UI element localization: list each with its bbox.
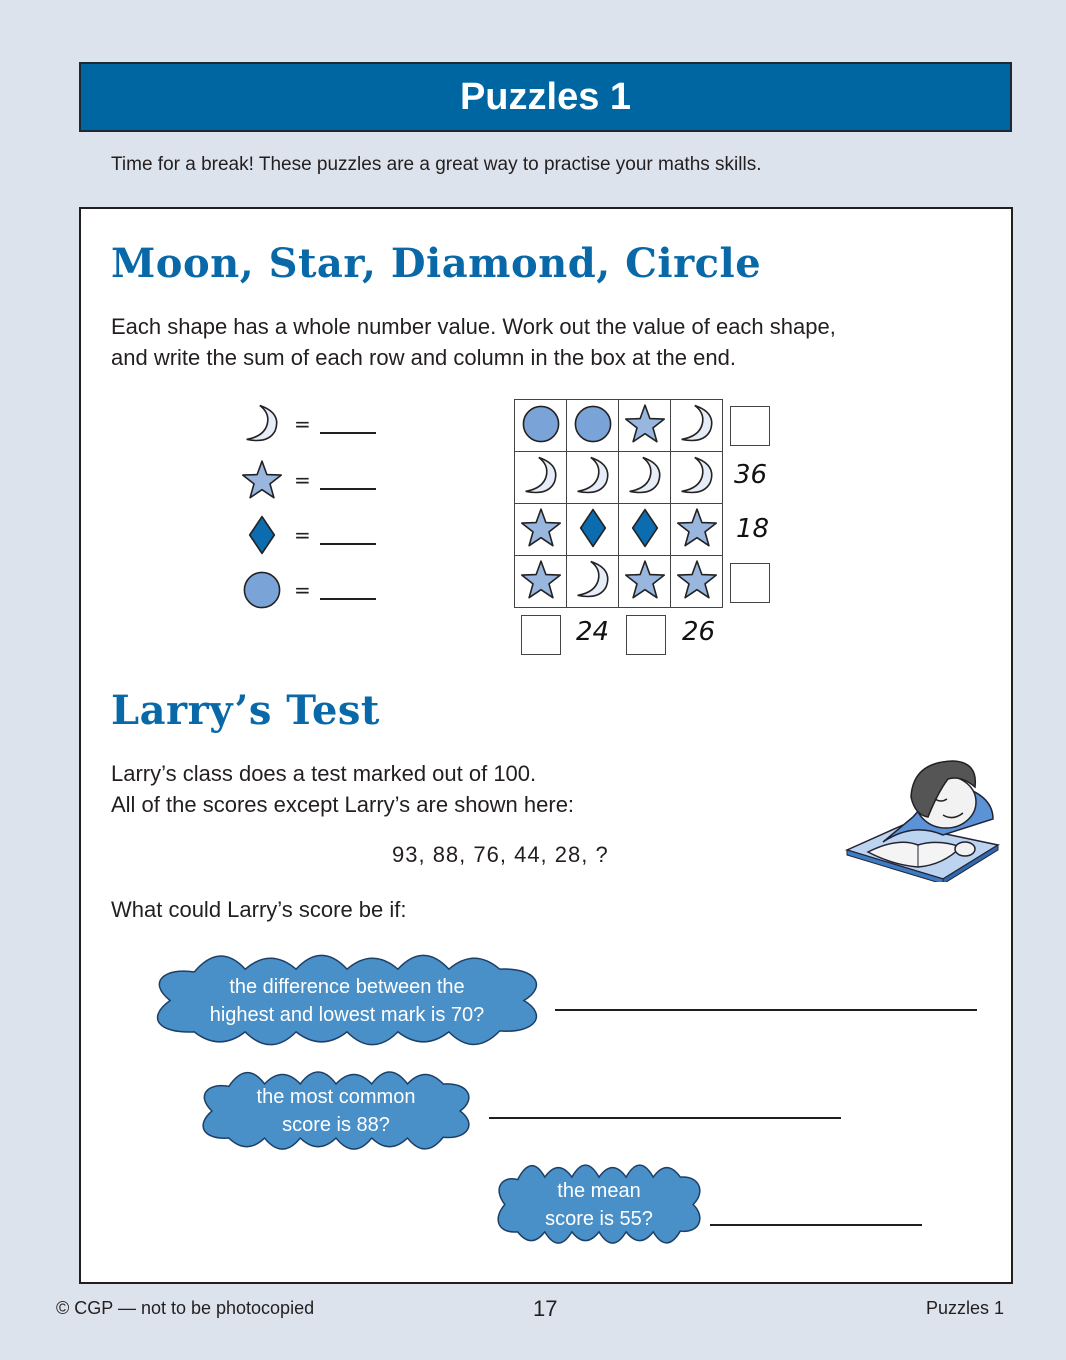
question-cloud-2 xyxy=(195,1070,477,1152)
cloud-text-line: the mean xyxy=(557,1179,641,1202)
star-icon xyxy=(240,458,284,502)
equals-sign: = xyxy=(294,412,311,436)
grid-cell xyxy=(619,504,671,556)
cloud-text-line: score is 88? xyxy=(282,1114,390,1136)
grid-row xyxy=(515,452,723,504)
larry-question: What could Larry’s score be if: xyxy=(111,897,407,922)
grid-cell xyxy=(515,556,567,608)
star-icon xyxy=(519,558,563,602)
answer-blank-circle[interactable] xyxy=(320,580,376,600)
sleeping-student-illustration xyxy=(843,757,1003,882)
column-total-box-3[interactable] xyxy=(626,615,666,655)
scores-list: 93, 88, 76, 44, 28, ? xyxy=(392,842,609,867)
circle-icon xyxy=(571,402,615,446)
grid-cell xyxy=(671,504,723,556)
question-cloud-1 xyxy=(146,953,548,1048)
grid-cell xyxy=(515,452,567,504)
page-title: Puzzles 1 xyxy=(459,75,632,118)
footer-section-name: Puzzles 1 xyxy=(925,1298,1004,1318)
answer-line-2[interactable] xyxy=(489,1117,841,1119)
circle-icon xyxy=(519,402,563,446)
moon-icon xyxy=(240,402,284,446)
equals-sign: = xyxy=(294,468,311,492)
star-icon xyxy=(675,558,719,602)
section-heading-shapes: Moon, Star, Diamond, Circle xyxy=(111,240,762,287)
moon-icon xyxy=(571,558,615,602)
cloud-text xyxy=(195,1070,477,1152)
grid-cell xyxy=(515,400,567,452)
cloud-text xyxy=(492,1163,706,1246)
grid-cell xyxy=(619,452,671,504)
column-total-4: 26 xyxy=(682,617,716,647)
grid-row xyxy=(515,504,723,556)
grid-cell xyxy=(567,556,619,608)
star-icon xyxy=(675,506,719,550)
larry-intro xyxy=(111,758,574,820)
key-row-diamond xyxy=(240,513,376,557)
star-icon xyxy=(623,558,667,602)
moon-icon xyxy=(571,454,615,498)
diamond-icon xyxy=(623,506,667,550)
diamond-icon xyxy=(571,506,615,550)
page-number: 17 xyxy=(533,1296,558,1321)
star-icon xyxy=(623,402,667,446)
cloud-text-line: score is 55? xyxy=(545,1207,653,1230)
equals-sign: = xyxy=(294,523,311,547)
diamond-icon xyxy=(240,513,284,557)
cloud-text-line: highest and lowest mark is 70? xyxy=(209,1003,485,1026)
answer-line-3[interactable] xyxy=(710,1224,922,1226)
grid-row xyxy=(515,556,723,608)
moon-icon xyxy=(675,402,719,446)
instruction-line: Each shape has a whole number value. Work out the value of each shape, xyxy=(111,314,836,339)
cloud-text-line: the difference between the xyxy=(229,975,465,998)
key-row-circle xyxy=(240,568,376,612)
grid-cell xyxy=(671,452,723,504)
grid-cell xyxy=(515,504,567,556)
grid-cell xyxy=(671,400,723,452)
title-bar xyxy=(79,62,1012,132)
moon-icon xyxy=(519,454,563,498)
cloud-text-line: the most common xyxy=(256,1086,416,1108)
grid-cell xyxy=(567,504,619,556)
column-total-2: 24 xyxy=(576,617,610,647)
key-row-moon xyxy=(240,402,376,446)
larry-intro-line: Larry’s class does a test marked out of 100. xyxy=(111,761,537,786)
shapes-instructions xyxy=(111,311,836,373)
answer-blank-star[interactable] xyxy=(320,470,376,490)
grid-row xyxy=(515,400,723,452)
row-total-box-4[interactable] xyxy=(730,563,770,603)
answer-line-1[interactable] xyxy=(555,1009,977,1011)
question-cloud-3 xyxy=(492,1163,706,1246)
grid-cell xyxy=(567,452,619,504)
equals-sign: = xyxy=(294,578,311,602)
instruction-line: and write the sum of each row and column in the box at the end. xyxy=(111,345,736,370)
larry-intro-line: All of the scores except Larry’s are shown here: xyxy=(111,792,575,817)
moon-icon xyxy=(675,454,719,498)
moon-icon xyxy=(623,454,667,498)
section-heading-larry: Larry’s Test xyxy=(111,687,380,734)
shape-grid xyxy=(514,399,723,608)
grid-cell xyxy=(619,400,671,452)
key-row-star xyxy=(240,458,376,502)
circle-icon xyxy=(240,568,284,612)
row-total-box-1[interactable] xyxy=(730,406,770,446)
grid-cell xyxy=(619,556,671,608)
column-total-box-1[interactable] xyxy=(521,615,561,655)
grid-cell xyxy=(671,556,723,608)
answer-blank-diamond[interactable] xyxy=(320,525,376,545)
grid-cell xyxy=(567,400,619,452)
intro-text: Time for a break! These puzzles are a great way to practise your maths skills. xyxy=(111,154,762,175)
row-total-3: 18 xyxy=(736,514,770,544)
footer-copyright: © CGP — not to be photocopied xyxy=(56,1298,315,1318)
cloud-text xyxy=(146,953,548,1048)
star-icon xyxy=(519,506,563,550)
answer-blank-moon[interactable] xyxy=(320,414,376,434)
row-total-2: 36 xyxy=(734,460,768,490)
